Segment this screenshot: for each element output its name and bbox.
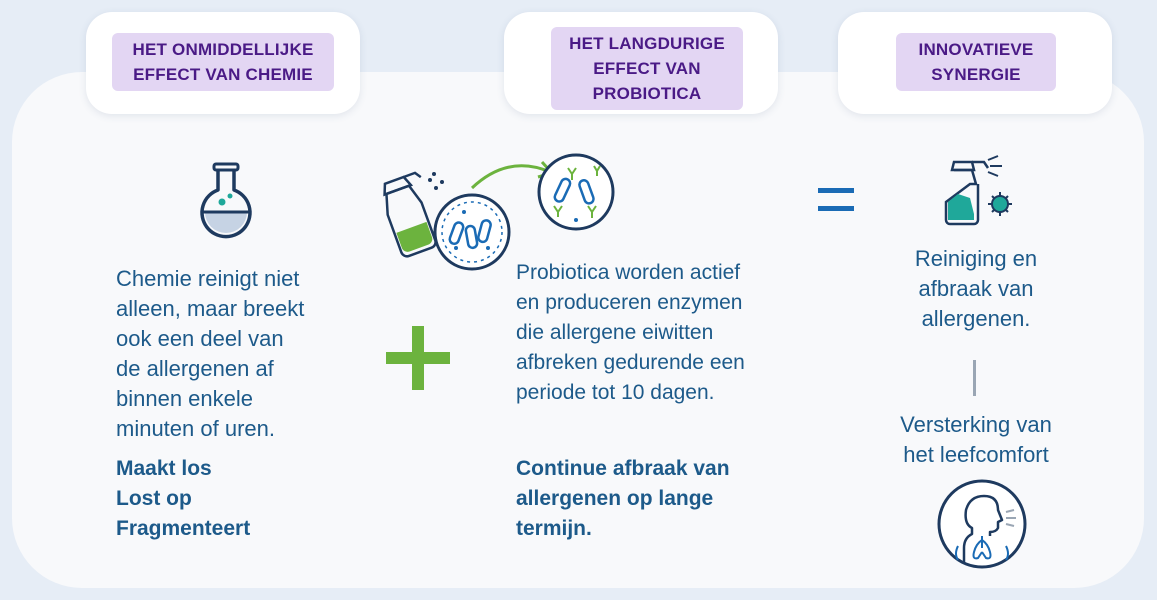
tab-synergie-label: INNOVATIEVE SYNERGIE [896, 33, 1056, 91]
spray-bacteria-icon [368, 148, 618, 276]
probiotica-description: Probiotica worden actief en produceren enzymen die allergene eiwitten afbreken gedurende een periode tot 10 dagen. [516, 261, 745, 404]
breathing-lungs-icon [936, 478, 1028, 570]
spray-germ-icon [930, 154, 1014, 230]
divider [973, 360, 976, 396]
plus-icon [386, 326, 450, 390]
chemie-description: Chemie reinigt niet alleen, maar breekt ook een deel van de allergenen af binnen enkele minuten of uren. [116, 266, 305, 441]
chemie-highlight: Maakt los Lost op Fragmenteert [116, 457, 251, 540]
flask-icon [196, 160, 256, 244]
synergie-result-comfort: Versterking van het leefcomfort [900, 412, 1052, 467]
probiotica-highlight: Continue afbraak van allergenen op lange termijn. [516, 457, 730, 540]
equals-icon [818, 186, 854, 214]
tab-chemie-label: HET ONMIDDELLIJKE EFFECT VAN CHEMIE [112, 33, 334, 91]
synergie-result-cleaning: Reiniging en afbraak van allergenen. [914, 246, 1038, 331]
tab-probiotica-label: HET LANGDURIGE EFFECT VAN PROBIOTICA [551, 27, 743, 110]
